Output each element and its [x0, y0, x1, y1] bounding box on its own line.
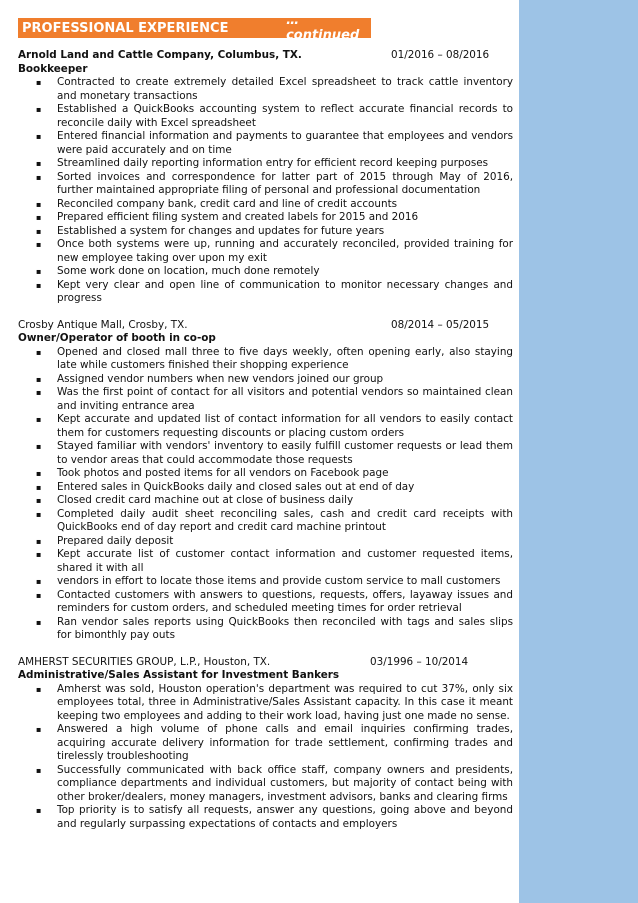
list-item	[18, 589, 513, 616]
bullet-text: Once both systems were up, running and accurately reconciled, provided training for new employee taking over upon my exit	[57, 238, 513, 264]
bullet-text: Kept accurate list of customer contact information and customer requested items, shared it with all	[57, 548, 513, 574]
bullet-text: Sorted invoices and correspondence for latter part of 2015 through May of 2016, further maintained appropriate filing of personal and professional documentation	[57, 170, 513, 196]
bullet-square-icon: ▪	[36, 280, 42, 290]
list-item	[18, 103, 513, 130]
bullet-text: Was the first point of contact for all visitors and potential vendors so maintained clean and inviting entrance area	[57, 386, 513, 412]
bullet-square-icon: ▪	[36, 213, 42, 222]
bullet-text: Opened and closed mall three to five days weekly, often opening early, also staying late while customers finished their shopping experience	[57, 345, 513, 371]
job-dates: 03/1996 – 10/2014	[370, 655, 469, 668]
list-item	[18, 130, 513, 157]
bullet-text: Assigned vendor numbers when new vendors joined our group	[57, 372, 384, 385]
bullet-text: Prepared efficient filing system and created labels for 2015 and 2016	[57, 211, 419, 223]
bullet-text: Top priority is to satisfy all requests, answer any questions, going above and beyond and regularly surpassing expectations of contacts and employers	[57, 804, 513, 830]
company-name: Crosby Antique Mall, Crosby, TX.	[18, 318, 188, 331]
list-item	[18, 535, 513, 549]
list-item	[18, 575, 513, 589]
bullet-text: Successfully communicated with back office staff, company owners and presidents, compliance departments and individual customers, but majority of contact being with other broker/dealers, money managers, investment advisors, banks and clearing firms	[57, 763, 513, 803]
bullet-square-icon: ▪	[36, 442, 42, 451]
list-item	[18, 373, 513, 387]
bullet-text: Some work done on location, much done remotely	[57, 265, 320, 277]
bullet-text: Stayed familiar with vendors' inventory to easily fulfill customer requests or lead them to vendor areas that could accommodate those requests	[57, 440, 513, 466]
section-title: PROFESSIONAL EXPERIENCE	[22, 20, 229, 36]
job-header	[18, 656, 513, 670]
section-continued: …continued	[286, 13, 360, 43]
bullet-text: Contacted customers with answers to questions, requests, offers, layaway issues and reminders for custom orders, and scheduled meeting times for order retrieval	[57, 588, 513, 614]
list-item	[18, 346, 513, 373]
bullet-square-icon: ▪	[36, 617, 42, 627]
list-item	[18, 548, 513, 575]
list-item	[18, 279, 513, 306]
list-item	[18, 508, 513, 535]
bullet-text: Amherst was sold, Houston operation's department was required to cut 37%, only six employees total, three in Administrative/Sales Assistant capacity. In this case it meant keeping two employees and adding to their work load, having just one made no sense.	[57, 682, 513, 722]
bullet-square-icon: ▪	[36, 806, 42, 815]
bullet-square-icon: ▪	[36, 469, 42, 478]
list-item	[18, 198, 513, 212]
list-item	[18, 616, 513, 643]
job-title: Owner/Operator of booth in co-op	[18, 332, 216, 344]
bullet-square-icon: ▪	[36, 509, 42, 519]
bullet-square-icon: ▪	[36, 267, 42, 276]
bullet-square-icon: ▪	[36, 105, 42, 114]
bullet-text: Prepared daily deposit	[57, 534, 174, 547]
list-item	[18, 265, 513, 279]
bullet-text: Contracted to create extremely detailed Excel spreadsheet to track cattle inventory and monetary transactions	[57, 76, 513, 102]
job-entry	[18, 319, 513, 643]
job-title: Bookkeeper	[18, 62, 88, 75]
list-item	[18, 481, 513, 495]
bullet-square-icon: ▪	[36, 550, 42, 559]
bullet-text: Completed daily audit sheet reconciling sales, cash and credit card receipts with QuickBooks end of day report and credit card machine printout	[57, 507, 513, 533]
list-item	[18, 386, 513, 413]
bullet-text: Entered sales in QuickBooks daily and closed sales out at end of day	[57, 480, 415, 493]
bullet-text: Streamlined daily reporting information entry for efficient record keeping purposes	[57, 157, 489, 169]
bullet-list	[18, 683, 513, 832]
list-item	[18, 76, 513, 103]
list-item	[18, 804, 513, 831]
bullet-text: vendors in effort to locate those items and provide custom service to mall customers	[57, 575, 501, 587]
company-name: AMHERST SECURITIES GROUP, L.P., Houston, TX.	[18, 655, 271, 668]
bullet-square-icon: ▪	[36, 765, 42, 775]
bullet-square-icon: ▪	[36, 172, 42, 182]
list-item	[18, 157, 513, 171]
bullet-text: Established a system for changes and updates for future years	[57, 224, 385, 237]
job-header	[18, 319, 513, 333]
bullet-square-icon: ▪	[36, 159, 42, 168]
bullet-text: Kept very clear and open line of communication to monitor necessary changes and progress	[57, 278, 513, 304]
job-dates: 08/2014 – 05/2015	[391, 318, 490, 331]
bullet-square-icon: ▪	[36, 347, 42, 357]
bullet-text: Entered financial information and payments to guarantee that employees and vendors were paid accurately and on time	[57, 130, 513, 156]
bullet-list	[18, 346, 513, 643]
bullet-square-icon: ▪	[36, 482, 42, 492]
list-item	[18, 225, 513, 239]
bullet-text: Kept accurate and updated list of contact information for all vendors to easily contact them for customers requesting discounts or placing custom orders	[57, 413, 513, 439]
list-item	[18, 440, 513, 467]
bullet-square-icon: ▪	[36, 78, 42, 87]
bullet-text: Ran vendor sales reports using QuickBooks then reconciled with tags and sales slips for bimonthly pay outs	[57, 615, 513, 641]
sidebar-panel	[519, 0, 638, 903]
section-header	[18, 13, 371, 43]
bullet-square-icon: ▪	[36, 199, 42, 209]
bullet-square-icon: ▪	[36, 536, 42, 546]
list-item	[18, 494, 513, 508]
bullet-square-icon: ▪	[36, 577, 42, 586]
resume-page	[18, 13, 513, 831]
bullet-square-icon: ▪	[36, 132, 42, 141]
bullet-text: Took photos and posted items for all vendors on Facebook page	[57, 467, 389, 479]
job-title: Administrative/Sales Assistant for Investment Bankers	[18, 669, 340, 681]
list-item	[18, 467, 513, 481]
bullet-square-icon: ▪	[36, 496, 42, 505]
bullet-text: Answered a high volume of phone calls and email inquiries confirming trades, acquiring accurate delivery information for trade settlement, confirming trades and tirelessly troubleshooting	[57, 723, 513, 762]
job-dates: 01/2016 – 08/2016	[391, 49, 490, 61]
job-entry	[18, 656, 513, 832]
bullet-text: Reconciled company bank, credit card and line of credit accounts	[57, 197, 398, 210]
bullet-list	[18, 76, 513, 306]
bullet-square-icon: ▪	[36, 388, 42, 397]
job-list	[18, 49, 513, 831]
bullet-text: Closed credit card machine out at close of business daily	[57, 494, 354, 506]
job-header	[18, 49, 513, 63]
bullet-square-icon: ▪	[36, 725, 42, 734]
bullet-square-icon: ▪	[36, 374, 42, 384]
bullet-square-icon: ▪	[36, 590, 42, 600]
company-name: Arnold Land and Cattle Company, Columbus, TX.	[18, 49, 302, 61]
list-item	[18, 413, 513, 440]
list-item	[18, 211, 513, 225]
bullet-text: Established a QuickBooks accounting system to reflect accurate financial records to reconcile daily with Excel spreadsheet	[57, 103, 513, 129]
list-item	[18, 764, 513, 805]
list-item	[18, 238, 513, 265]
list-item	[18, 171, 513, 198]
list-item	[18, 723, 513, 764]
bullet-square-icon: ▪	[36, 415, 42, 424]
bullet-square-icon: ▪	[36, 240, 42, 249]
bullet-square-icon: ▪	[36, 684, 42, 694]
list-item	[18, 683, 513, 724]
bullet-square-icon: ▪	[36, 226, 42, 236]
job-entry	[18, 49, 513, 306]
